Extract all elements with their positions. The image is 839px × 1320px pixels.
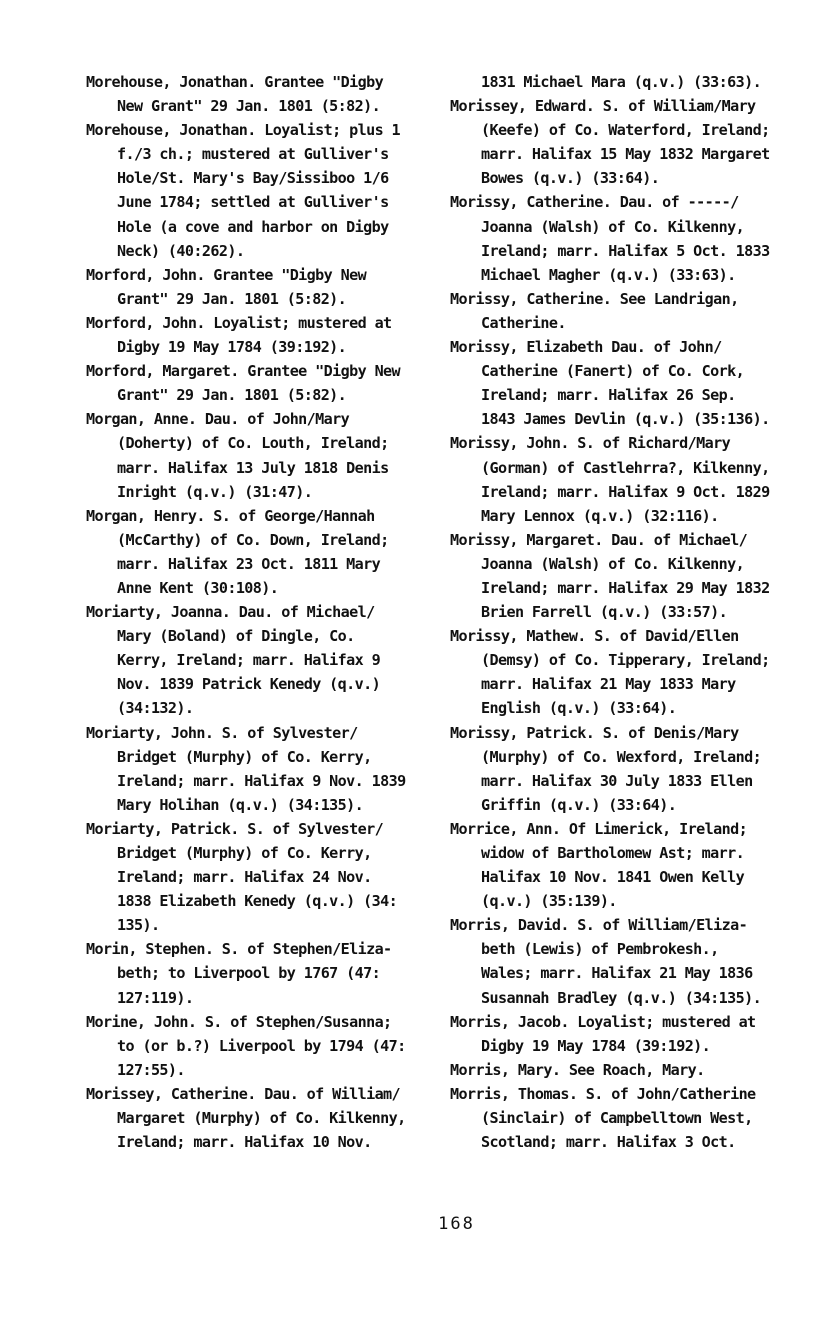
entry-line: (McCarthy) of Co. Down, Ireland; <box>117 530 389 549</box>
entry-head-line: Morehouse, Jonathan. Loyalist; plus 1 <box>86 121 401 140</box>
entry-head-line: Morehouse, Jonathan. Grantee "Digby <box>86 73 384 91</box>
entry-line: June 1784; settled at Gulliver's <box>117 193 389 212</box>
entry <box>86 1010 456 1082</box>
entry-line: Ireland; marr. Halifax 10 Nov. <box>117 1133 372 1152</box>
entry <box>450 431 820 527</box>
entry-line: Kerry, Ireland; marr. Halifax 9 <box>117 651 381 670</box>
entry-head-line: Moriarty, Patrick. S. of Sylvester/ <box>86 819 384 838</box>
entry-line: Ireland; marr. Halifax 29 May 1832 <box>481 578 770 597</box>
entry <box>450 335 820 431</box>
entry <box>86 1082 456 1154</box>
entry-head-line: Moriarty, John. S. of Sylvester/ <box>86 723 358 742</box>
entry-line: Anne Kent (30:108). <box>117 578 279 597</box>
entry-line: Mary (Boland) of Dingle, Co. <box>117 627 355 646</box>
entry-head-line: Morissey, Edward. S. of William/Mary <box>450 97 756 116</box>
entry-line: Ireland; marr. Halifax 24 Nov. <box>117 868 372 887</box>
entry <box>86 311 456 359</box>
entry-line: New Grant" 29 Jan. 1801 (5:82). <box>117 97 381 116</box>
entry-head-line: Morissy, Elizabeth Dau. of John/ <box>450 338 722 357</box>
entry-line: 1843 James Devlin (q.v.) (35:136). <box>481 410 770 429</box>
entry <box>450 624 820 720</box>
entry-head-line: Morin, Stephen. S. of Stephen/Eliza- <box>86 940 392 959</box>
entry-line: Halifax 10 Nov. 1841 Owen Kelly <box>481 868 745 887</box>
entry-head-line: Morissy, Catherine. See Landrigan, <box>450 289 739 308</box>
entry-head-line: Moriarty, Joanna. Dau. of Michael/ <box>86 603 375 622</box>
entry-line: 127:55). <box>117 1060 185 1079</box>
entry-line: Catherine (Fanert) of Co. Cork, <box>481 362 745 381</box>
page-number: 168 <box>438 1214 475 1234</box>
entry-line: Ireland; marr. Halifax 9 Oct. 1829 <box>481 482 770 501</box>
entry-line: to (or b.?) Liverpool by 1794 (47: <box>117 1036 406 1055</box>
entry-head-line: Morford, Margaret. Grantee "Digby New <box>86 362 401 381</box>
entry-line: (q.v.) (35:139). <box>481 892 617 911</box>
entry-line: Ireland; marr. Halifax 5 Oct. 1833 <box>481 241 770 260</box>
entry-line: Brien Farrell (q.v.) (33:57). <box>481 603 728 622</box>
left-column <box>86 70 456 1154</box>
entry <box>86 600 456 720</box>
entry <box>86 118 456 263</box>
entry-head-line: Morris, David. S. of William/Eliza- <box>450 916 748 935</box>
entry-head-line: Morgan, Henry. S. of George/Hannah <box>86 506 375 525</box>
entry-line: Bridget (Murphy) of Co. Kerry, <box>117 844 372 862</box>
entry-line: Griffin (q.v.) (33:64). <box>481 795 677 814</box>
entry-line: Hole (a cove and harbor on Digby <box>117 217 389 236</box>
entry <box>86 937 456 1009</box>
entry-head-line: Morrice, Ann. Of Limerick, Ireland; <box>450 819 748 838</box>
right-column <box>450 70 820 1154</box>
entry-line: Margaret (Murphy) of Co. Kilkenny, <box>117 1109 406 1128</box>
entry-head-line: Morissy, John. S. of Richard/Mary <box>450 434 731 453</box>
entry-line: Grant" 29 Jan. 1801 (5:82). <box>117 386 347 405</box>
entry-line: Joanna (Walsh) of Co. Kilkenny, <box>481 217 745 236</box>
entry-line: beth (Lewis) of Pembrokesh., <box>481 940 719 959</box>
entry-line: Bridget (Murphy) of Co. Kerry, <box>117 747 372 766</box>
entry-line: 135). <box>117 916 160 935</box>
entry-line: Bowes (q.v.) (33:64). <box>481 169 660 188</box>
entry-line: Digby 19 May 1784 (39:192). <box>117 338 347 357</box>
entry-line: Catherine. <box>481 313 566 332</box>
entry-line: Mary Holihan (q.v.) (34:135). <box>117 795 364 814</box>
entry <box>86 263 456 311</box>
entry-line: Ireland; marr. Halifax 9 Nov. 1839 <box>117 771 406 790</box>
entry-head-line: Morissy, Margaret. Dau. of Michael/ <box>450 530 748 549</box>
entry-line: (Doherty) of Co. Louth, Ireland; <box>117 434 389 453</box>
entry-line: marr. Halifax 13 July 1818 Denis <box>117 458 389 477</box>
entry <box>86 359 456 407</box>
entry-line: Michael Magher (q.v.) (33:63). <box>481 265 736 284</box>
entry-line: Mary Lennox (q.v.) (32:116). <box>481 506 719 525</box>
entry <box>450 70 820 94</box>
entry-line: Neck) (40:262). <box>117 241 245 260</box>
entry-line: Nov. 1839 Patrick Kenedy (q.v.) <box>117 675 381 694</box>
entry <box>450 528 820 624</box>
entry <box>450 1082 820 1154</box>
entry <box>450 1058 820 1082</box>
entry <box>450 94 820 190</box>
entry-line: widow of Bartholomew Ast; marr. <box>481 844 745 862</box>
entry-line: Wales; marr. Halifax 21 May 1836 <box>481 964 753 983</box>
entry-line: (Gorman) of Castlehrra?, Kilkenny, <box>481 458 770 477</box>
entry-line: 1838 Elizabeth Kenedy (q.v.) (34: <box>117 892 398 911</box>
entry-line: (Demsy) of Co. Tipperary, Ireland; <box>481 651 770 670</box>
entry-head-line: Morissy, Catherine. Dau. of -----/ <box>450 193 739 212</box>
entry-head-line: Morissey, Catherine. Dau. of William/ <box>86 1084 401 1103</box>
entry-line: marr. Halifax 21 May 1833 Mary <box>481 675 736 694</box>
entry-line: marr. Halifax 15 May 1832 Margaret <box>481 145 770 164</box>
entry-line: f./3 ch.; mustered at Gulliver's <box>117 145 389 164</box>
entry <box>86 721 456 817</box>
entry-line: Scotland; marr. Halifax 3 Oct. <box>481 1133 736 1152</box>
entry <box>450 817 820 913</box>
entry <box>86 70 456 118</box>
entry-line: (34:132). <box>117 699 194 718</box>
entry-head-line: Morissy, Patrick. S. of Denis/Mary <box>450 723 739 742</box>
entry-line: beth; to Liverpool by 1767 (47: <box>117 964 381 983</box>
entry-line: marr. Halifax 30 July 1833 Ellen <box>481 771 753 790</box>
entry-line: English (q.v.) (33:64). <box>481 699 677 718</box>
entry-line: (Sinclair) of Campbelltown West, <box>481 1109 753 1128</box>
entry <box>450 721 820 817</box>
entry <box>86 504 456 600</box>
entry-head-line: Morine, John. S. of Stephen/Susanna; <box>86 1012 392 1031</box>
entry-line: 127:119). <box>117 988 194 1007</box>
entry-line: Susannah Bradley (q.v.) (34:135). <box>481 988 762 1007</box>
entry <box>86 407 456 503</box>
entry-line: (Keefe) of Co. Waterford, Ireland; <box>481 121 770 140</box>
entry-head-line: Morris, Jacob. Loyalist; mustered at <box>450 1012 756 1031</box>
entry-line: Digby 19 May 1784 (39:192). <box>481 1036 711 1055</box>
entry <box>450 190 820 286</box>
entry-line: 1831 Michael Mara (q.v.) (33:63). <box>481 73 762 91</box>
entry <box>450 287 820 335</box>
entry-line: Joanna (Walsh) of Co. Kilkenny, <box>481 554 745 573</box>
entry <box>86 817 456 937</box>
entry-head-line: Morris, Mary. See Roach, Mary. <box>450 1060 705 1079</box>
entry-line: Inright (q.v.) (31:47). <box>117 482 313 501</box>
entry-head-line: Morris, Thomas. S. of John/Catherine <box>450 1084 756 1103</box>
entry-line: Grant" 29 Jan. 1801 (5:82). <box>117 289 347 308</box>
entry-head-line: Morford, John. Grantee "Digby New <box>86 265 367 284</box>
entry <box>450 1010 820 1058</box>
entry <box>450 913 820 1009</box>
entry-line: Hole/St. Mary's Bay/Sissiboo 1/6 <box>117 169 389 188</box>
entry-head-line: Morgan, Anne. Dau. of John/Mary <box>86 410 350 429</box>
entry-line: marr. Halifax 23 Oct. 1811 Mary <box>117 554 381 573</box>
entry-line: Ireland; marr. Halifax 26 Sep. <box>481 386 736 405</box>
entry-line: (Murphy) of Co. Wexford, Ireland; <box>481 747 762 766</box>
entry-head-line: Morissy, Mathew. S. of David/Ellen <box>450 627 739 646</box>
entry-head-line: Morford, John. Loyalist; mustered at <box>86 313 392 332</box>
